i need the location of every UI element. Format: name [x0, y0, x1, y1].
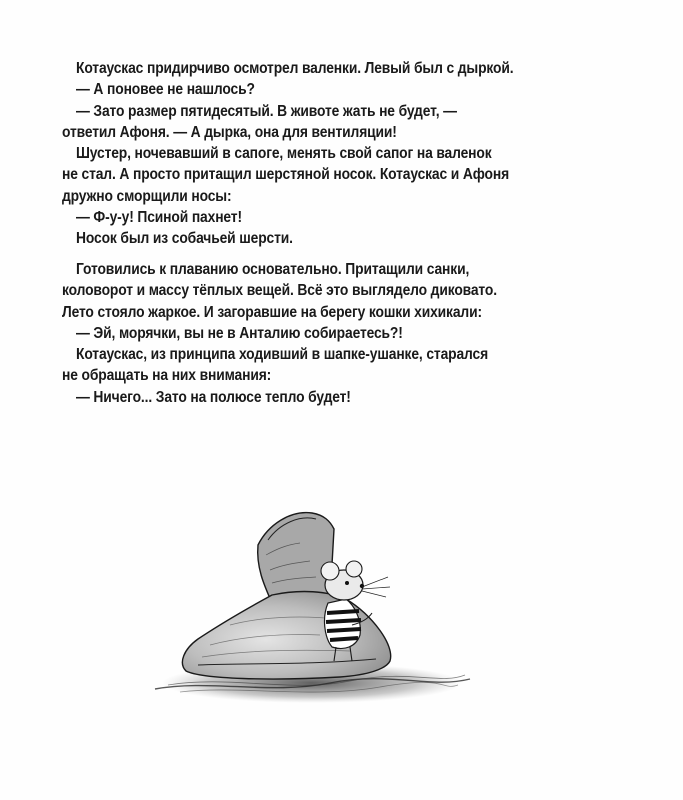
text-line: — Эй, морячки, вы не в Анталию собираетесь?! [76, 324, 403, 342]
text-line: — Ф-у-у! Псиной пахнет! [76, 209, 242, 227]
text-line: Котаускас придирчиво осмотрел валенки. Левый был с дыркой. [76, 60, 514, 77]
text-line: — Ничего... Зато на полюсе тепло будет! [76, 388, 351, 406]
text-line: не стал. А просто притащил шерстяной носок. Котаускас и Афоня [62, 166, 510, 184]
text-line: коловорот и массу тёплых вещей. Всё это выглядело диковато. [62, 282, 497, 300]
text-line: дружно сморщили носы: [62, 187, 232, 205]
text-line: Носок был из собачьей шерсти. [76, 230, 293, 248]
text-block-2 [0, 259, 683, 408]
text-line: не обращать на них внимания: [62, 367, 272, 385]
text-block-1 [0, 58, 683, 250]
text-line: — А поновее не нашлось? [76, 81, 255, 99]
text-line: Готовились к плаванию основательно. Притащили санки, [76, 261, 470, 278]
text-line: Шустер, ночевавший в сапоге, менять свой сапог на валенок [76, 145, 492, 163]
text-line: ответил Афоня. — А дырка, она для вентиляции! [62, 123, 397, 141]
boot-and-mouse-illustration [140, 495, 500, 765]
text-line: — Зато размер пятидесятый. В животе жать не будет, — [76, 102, 457, 120]
text-line: Лето стояло жаркое. И загоравшие на берегу кошки хихикали: [62, 303, 482, 321]
text-line: Котаускас, из принципа ходивший в шапке-ушанке, старался [76, 346, 489, 364]
